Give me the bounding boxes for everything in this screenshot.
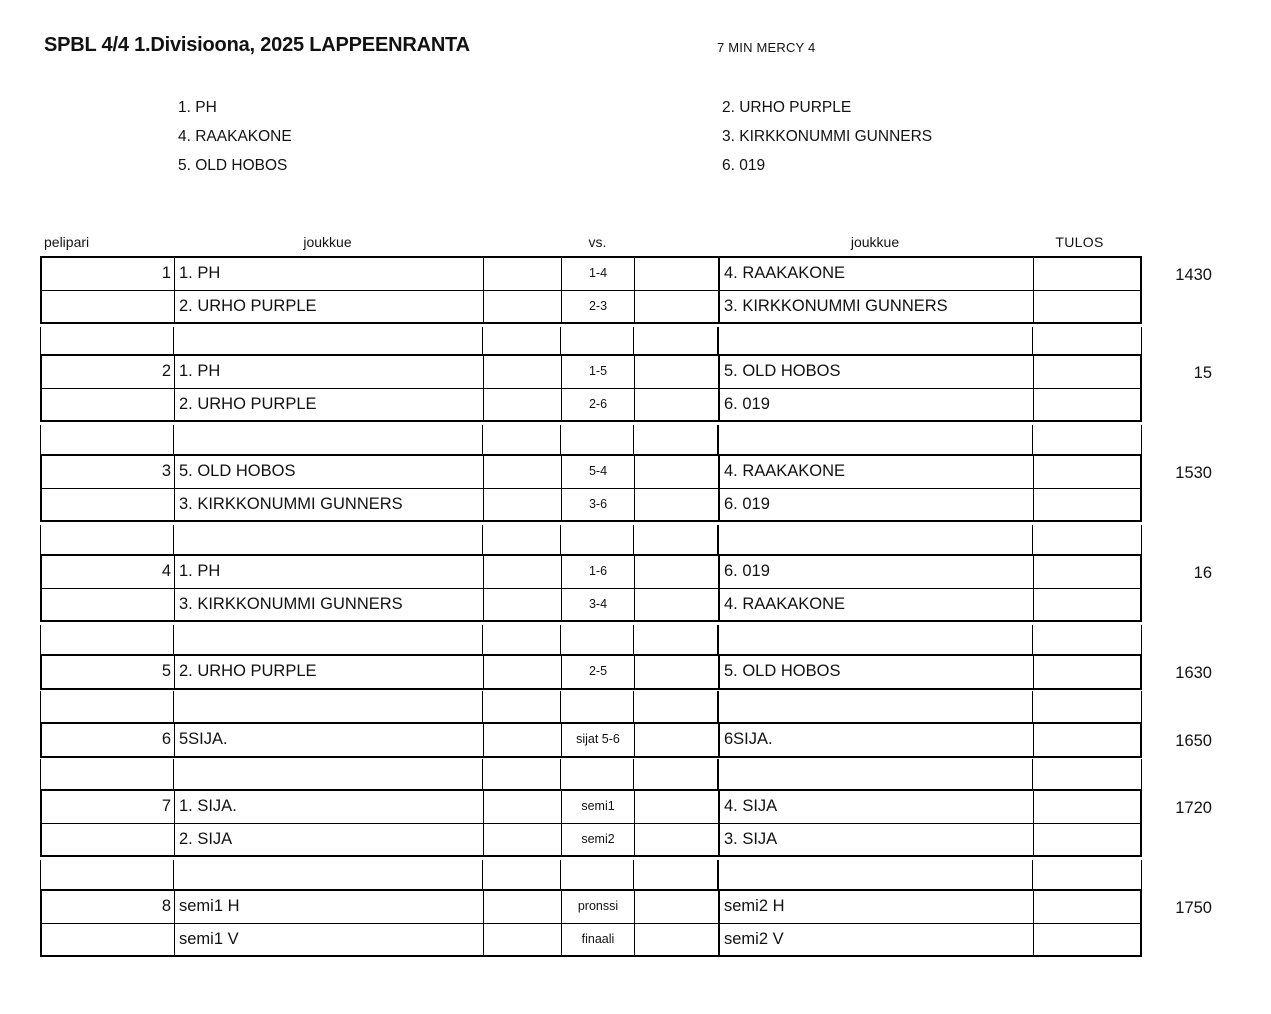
empty-cell bbox=[635, 389, 720, 420]
tulos-cell bbox=[1034, 824, 1139, 855]
column-header-joukkue-home: joukkue bbox=[303, 234, 352, 250]
vs-code-cell: 5-4 bbox=[562, 456, 635, 488]
pelipari-number bbox=[42, 924, 175, 955]
start-time: 1650 bbox=[1175, 731, 1212, 750]
vs-code-cell: 2-6 bbox=[562, 389, 635, 420]
spacer-row bbox=[40, 625, 1142, 655]
game-row bbox=[42, 388, 1140, 420]
away-team-cell: 3. SIJA bbox=[720, 824, 1034, 855]
tulos-cell bbox=[1034, 291, 1139, 322]
away-team-cell: 3. KIRKKONUMMI GUNNERS bbox=[720, 291, 1034, 322]
game-row bbox=[42, 356, 1140, 388]
empty-cell bbox=[634, 625, 719, 655]
empty-cell bbox=[484, 291, 562, 322]
game-row bbox=[42, 724, 1140, 756]
home-team-cell: 2. SIJA bbox=[175, 824, 484, 855]
empty-cell bbox=[484, 456, 562, 488]
team-list-item: 6. 019 bbox=[722, 157, 766, 174]
page-title: SPBL 4/4 1.Divisioona, 2025 LAPPEENRANTA bbox=[44, 34, 470, 56]
game-group bbox=[40, 889, 1142, 957]
game-group bbox=[40, 256, 1142, 324]
spacer-row bbox=[40, 425, 1142, 455]
empty-cell bbox=[561, 525, 634, 555]
empty-cell bbox=[635, 656, 720, 688]
pelipari-number: 8 bbox=[42, 891, 175, 923]
start-time: 1530 bbox=[1175, 463, 1212, 482]
empty-cell bbox=[484, 356, 562, 388]
empty-cell bbox=[174, 327, 483, 355]
game-group bbox=[40, 722, 1142, 758]
start-time: 1720 bbox=[1175, 798, 1212, 817]
home-team-cell: 5. OLD HOBOS bbox=[175, 456, 484, 488]
empty-cell bbox=[719, 327, 1033, 355]
tulos-cell bbox=[1034, 456, 1139, 488]
home-team-cell: semi1 V bbox=[175, 924, 484, 955]
empty-cell bbox=[483, 525, 561, 555]
empty-cell bbox=[635, 724, 720, 756]
tulos-cell bbox=[1034, 489, 1139, 520]
empty-cell bbox=[41, 860, 174, 890]
empty-cell bbox=[634, 691, 719, 722]
game-row bbox=[42, 556, 1140, 588]
game-row bbox=[42, 891, 1140, 923]
empty-cell bbox=[635, 791, 720, 823]
spacer-row bbox=[40, 860, 1142, 890]
start-time: 1750 bbox=[1175, 898, 1212, 917]
column-header-pelipari: pelipari bbox=[44, 234, 90, 250]
tulos-cell bbox=[1034, 589, 1139, 620]
away-team-cell: 5. OLD HOBOS bbox=[720, 356, 1034, 388]
vs-code-cell: sijat 5-6 bbox=[562, 724, 635, 756]
home-team-cell: 2. URHO PURPLE bbox=[175, 656, 484, 688]
empty-cell bbox=[635, 556, 720, 588]
game-row bbox=[42, 290, 1140, 322]
spacer-row bbox=[40, 691, 1142, 722]
start-time: 1430 bbox=[1175, 265, 1212, 284]
empty-cell bbox=[483, 425, 561, 455]
empty-cell bbox=[484, 258, 562, 290]
tulos-cell bbox=[1034, 356, 1139, 388]
empty-cell bbox=[484, 589, 562, 620]
pelipari-number bbox=[42, 824, 175, 855]
team-list-item: 4. RAAKAKONE bbox=[178, 128, 292, 145]
game-group bbox=[40, 354, 1142, 422]
empty-cell bbox=[484, 891, 562, 923]
empty-cell bbox=[634, 425, 719, 455]
empty-cell bbox=[484, 924, 562, 955]
empty-cell bbox=[1033, 625, 1138, 655]
empty-cell bbox=[483, 327, 561, 355]
pelipari-number: 7 bbox=[42, 791, 175, 823]
column-header-joukkue-away: joukkue bbox=[850, 234, 900, 250]
empty-cell bbox=[635, 356, 720, 388]
empty-cell bbox=[1033, 525, 1138, 555]
tulos-cell bbox=[1034, 924, 1139, 955]
tulos-cell bbox=[1034, 656, 1139, 688]
mercy-rule-note: 7 MIN MERCY 4 bbox=[717, 40, 816, 55]
vs-code-cell: finaali bbox=[562, 924, 635, 955]
column-header-tulos: TULOS bbox=[1055, 234, 1104, 250]
empty-cell bbox=[1033, 327, 1138, 355]
empty-cell bbox=[41, 425, 174, 455]
game-row bbox=[42, 488, 1140, 520]
home-team-cell: 3. KIRKKONUMMI GUNNERS bbox=[175, 589, 484, 620]
empty-cell bbox=[484, 724, 562, 756]
away-team-cell: 4. SIJA bbox=[720, 791, 1034, 823]
empty-cell bbox=[719, 759, 1033, 789]
empty-cell bbox=[561, 327, 634, 355]
vs-code-cell: 3-6 bbox=[562, 489, 635, 520]
empty-cell bbox=[561, 425, 634, 455]
pelipari-number: 1 bbox=[42, 258, 175, 290]
home-team-cell: 2. URHO PURPLE bbox=[175, 291, 484, 322]
empty-cell bbox=[41, 525, 174, 555]
game-group bbox=[40, 554, 1142, 622]
empty-cell bbox=[635, 258, 720, 290]
empty-cell bbox=[719, 525, 1033, 555]
team-list-item: 1. PH bbox=[178, 99, 217, 116]
vs-code-cell: 3-4 bbox=[562, 589, 635, 620]
tulos-cell bbox=[1034, 389, 1139, 420]
empty-cell bbox=[719, 425, 1033, 455]
empty-cell bbox=[174, 425, 483, 455]
tulos-cell bbox=[1034, 258, 1139, 290]
empty-cell bbox=[635, 489, 720, 520]
team-list-item: 3. KIRKKONUMMI GUNNERS bbox=[722, 128, 933, 145]
empty-cell bbox=[484, 656, 562, 688]
empty-cell bbox=[483, 860, 561, 890]
empty-cell bbox=[41, 327, 174, 355]
empty-cell bbox=[635, 891, 720, 923]
empty-cell bbox=[634, 525, 719, 555]
home-team-cell: 1. SIJA. bbox=[175, 791, 484, 823]
empty-cell bbox=[635, 456, 720, 488]
empty-cell bbox=[41, 759, 174, 789]
pelipari-number: 4 bbox=[42, 556, 175, 588]
game-row bbox=[42, 588, 1140, 620]
away-team-cell: 6. 019 bbox=[720, 556, 1034, 588]
column-header-vs: vs. bbox=[588, 234, 607, 250]
game-row bbox=[42, 923, 1140, 955]
away-team-cell: 4. RAAKAKONE bbox=[720, 456, 1034, 488]
pelipari-number: 6 bbox=[42, 724, 175, 756]
empty-cell bbox=[634, 327, 719, 355]
game-group bbox=[40, 454, 1142, 522]
empty-cell bbox=[634, 860, 719, 890]
empty-cell bbox=[1033, 860, 1138, 890]
away-team-cell: semi2 H bbox=[720, 891, 1034, 923]
vs-code-cell: semi2 bbox=[562, 824, 635, 855]
tulos-cell bbox=[1034, 891, 1139, 923]
empty-cell bbox=[719, 691, 1033, 722]
empty-cell bbox=[174, 525, 483, 555]
vs-code-cell: 2-3 bbox=[562, 291, 635, 322]
game-group bbox=[40, 789, 1142, 857]
tulos-cell bbox=[1034, 791, 1139, 823]
empty-cell bbox=[1033, 691, 1138, 722]
tulos-cell bbox=[1034, 556, 1139, 588]
home-team-cell: 3. KIRKKONUMMI GUNNERS bbox=[175, 489, 484, 520]
game-row bbox=[42, 791, 1140, 823]
away-team-cell: semi2 V bbox=[720, 924, 1034, 955]
pelipari-number bbox=[42, 589, 175, 620]
empty-cell bbox=[561, 625, 634, 655]
empty-cell bbox=[561, 759, 634, 789]
empty-cell bbox=[174, 691, 483, 722]
away-team-cell: 6. 019 bbox=[720, 389, 1034, 420]
home-team-cell: 1. PH bbox=[175, 556, 484, 588]
start-time: 15 bbox=[1193, 363, 1212, 382]
game-row bbox=[42, 258, 1140, 290]
empty-cell bbox=[635, 589, 720, 620]
spacer-row bbox=[40, 525, 1142, 555]
empty-cell bbox=[1033, 425, 1138, 455]
pelipari-number bbox=[42, 489, 175, 520]
pelipari-number bbox=[42, 291, 175, 322]
home-team-cell: 2. URHO PURPLE bbox=[175, 389, 484, 420]
empty-cell bbox=[484, 791, 562, 823]
away-team-cell: 5. OLD HOBOS bbox=[720, 656, 1034, 688]
start-time: 16 bbox=[1193, 563, 1212, 582]
empty-cell bbox=[484, 556, 562, 588]
pelipari-number bbox=[42, 389, 175, 420]
empty-cell bbox=[484, 489, 562, 520]
pelipari-number: 5 bbox=[42, 656, 175, 688]
empty-cell bbox=[634, 759, 719, 789]
empty-cell bbox=[174, 860, 483, 890]
empty-cell bbox=[174, 759, 483, 789]
pelipari-number: 3 bbox=[42, 456, 175, 488]
empty-cell bbox=[484, 824, 562, 855]
empty-cell bbox=[719, 625, 1033, 655]
away-team-cell: 6. 019 bbox=[720, 489, 1034, 520]
empty-cell bbox=[561, 691, 634, 722]
empty-cell bbox=[1033, 759, 1138, 789]
team-list-item: 5. OLD HOBOS bbox=[178, 157, 288, 174]
empty-cell bbox=[41, 625, 174, 655]
empty-cell bbox=[483, 759, 561, 789]
spacer-row bbox=[40, 759, 1142, 789]
empty-cell bbox=[635, 924, 720, 955]
home-team-cell: 5SIJA. bbox=[175, 724, 484, 756]
home-team-cell: semi1 H bbox=[175, 891, 484, 923]
vs-code-cell: 1-4 bbox=[562, 258, 635, 290]
empty-cell bbox=[561, 860, 634, 890]
empty-cell bbox=[635, 824, 720, 855]
vs-code-cell: pronssi bbox=[562, 891, 635, 923]
vs-code-cell: semi1 bbox=[562, 791, 635, 823]
away-team-cell: 6SIJA. bbox=[720, 724, 1034, 756]
game-row bbox=[42, 656, 1140, 688]
home-team-cell: 1. PH bbox=[175, 356, 484, 388]
spacer-row bbox=[40, 327, 1142, 355]
game-group bbox=[40, 654, 1142, 690]
empty-cell bbox=[483, 691, 561, 722]
empty-cell bbox=[41, 691, 174, 722]
team-list-item: 2. URHO PURPLE bbox=[722, 99, 852, 116]
empty-cell bbox=[635, 291, 720, 322]
empty-cell bbox=[483, 625, 561, 655]
vs-code-cell: 1-5 bbox=[562, 356, 635, 388]
start-time: 1630 bbox=[1175, 663, 1212, 682]
vs-code-cell: 1-6 bbox=[562, 556, 635, 588]
game-row bbox=[42, 823, 1140, 855]
home-team-cell: 1. PH bbox=[175, 258, 484, 290]
game-row bbox=[42, 456, 1140, 488]
vs-code-cell: 2-5 bbox=[562, 656, 635, 688]
away-team-cell: 4. RAAKAKONE bbox=[720, 589, 1034, 620]
pelipari-number: 2 bbox=[42, 356, 175, 388]
tulos-cell bbox=[1034, 724, 1139, 756]
away-team-cell: 4. RAAKAKONE bbox=[720, 258, 1034, 290]
empty-cell bbox=[174, 625, 483, 655]
empty-cell bbox=[719, 860, 1033, 890]
empty-cell bbox=[484, 389, 562, 420]
